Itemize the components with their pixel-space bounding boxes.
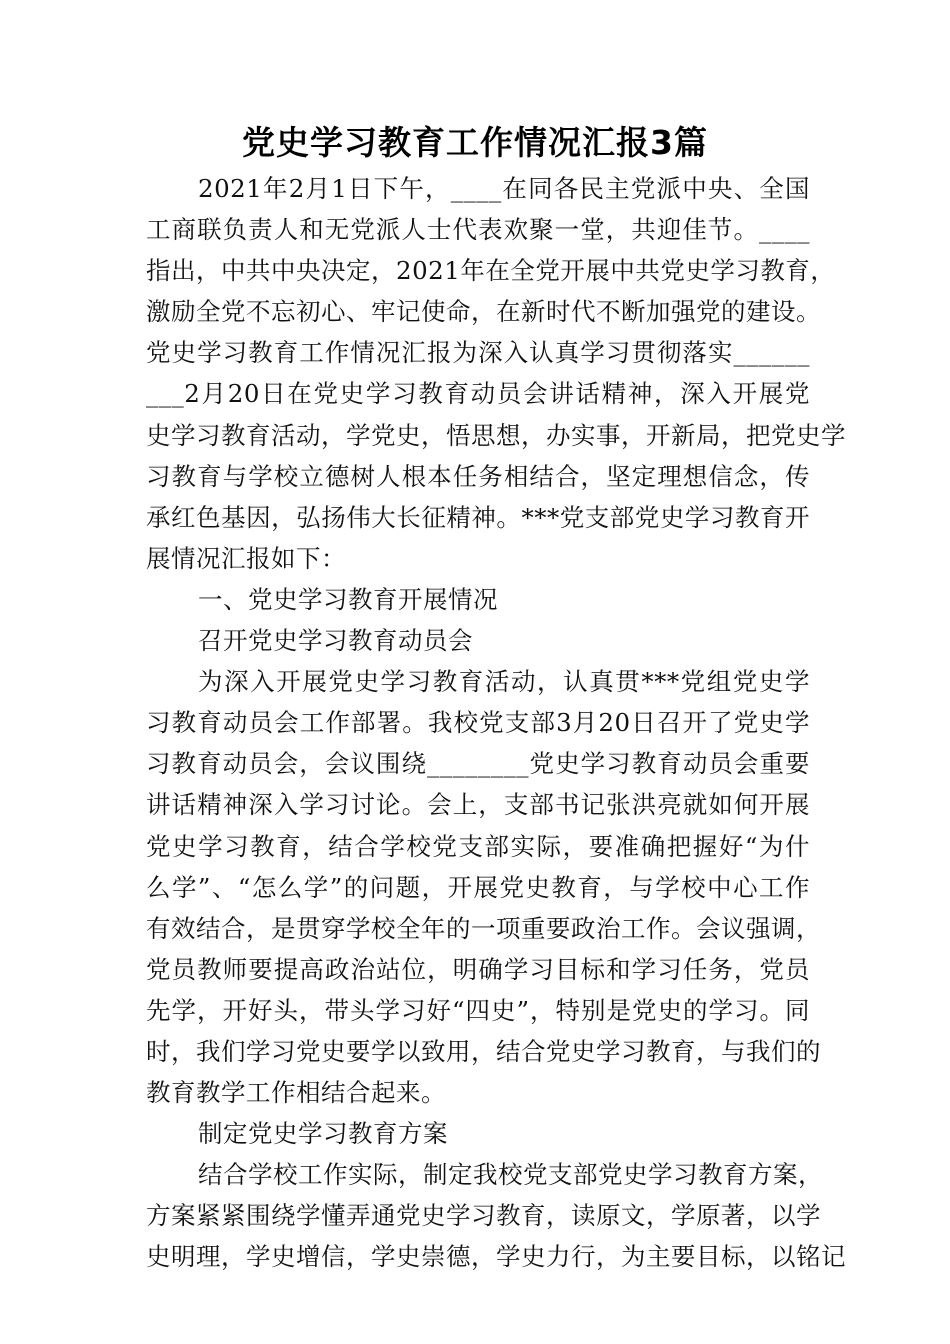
text-line: 时，我们学习党史要学以致用，结合党史学习教育，与我们的 (146, 1036, 821, 1066)
text-line: 教育教学工作相结合起来。 (146, 1078, 446, 1108)
text-line: 习教育动员会工作部署。我校党支部3月20日召开了党史学 (146, 708, 810, 738)
text-line: 党史学习教育，结合学校党支部实际，要准确把握好“为什 (146, 831, 810, 861)
text-line: 史学习教育活动，学党史，悟思想，办实事，开新局，把党史学 (146, 420, 846, 450)
text-line: 展情况汇报如下： (146, 543, 346, 573)
text-line: 有效结合，是贯穿学校全年的一项重要政治工作。会议强调， (146, 913, 821, 943)
section-heading: 一、党史学习教育开展情况 (198, 584, 498, 614)
text-line: 结合学校工作实际，制定我校党支部党史学习教育方案， (198, 1160, 823, 1190)
text-line: ___2月20日在党史学习教育动员会讲话精神，深入开展党 (146, 379, 810, 409)
text-line: 么学”、“怎么学”的问题，开展党史教育，与学校中心工作 (146, 872, 810, 902)
text-line: 承红色基因，弘扬伟大长征精神。***党支部党史学习教育开 (146, 502, 810, 532)
document-title: 党史学习教育工作情况汇报3篇 (242, 123, 708, 162)
document-body (146, 168, 846, 1278)
text-line: 方案紧紧围绕学懂弄通党史学习教育，读原文，学原著，以学 (146, 1201, 821, 1231)
subsection-heading: 制定党史学习教育方案 (198, 1119, 448, 1149)
text-line: 工商联负责人和无党派人士代表欢聚一堂，共迎佳节。____ (146, 215, 810, 245)
text-line: 史明理，学史增信，学史崇德，学史力行，为主要目标，以铭记 (146, 1242, 846, 1272)
text-line: 党员教师要提高政治站位，明确学习目标和学习任务，党员 (146, 954, 810, 984)
text-line: 为深入开展党史学习教育活动，认真贯***党组党史学 (198, 667, 810, 697)
text-line: 习教育与学校立德树人根本任务相结合，坚定理想信念，传 (146, 461, 810, 491)
text-line: 激励全党不忘初心、牢记使命，在新时代不断加强党的建设。 (146, 297, 821, 327)
text-line: 先学，开好头，带头学习好“四史”，特别是党史的学习。同 (146, 995, 810, 1025)
text-line: 2021年2月1日下午，____在同各民主党派中央、全国 (198, 174, 810, 203)
subsection-heading: 召开党史学习教育动员会 (198, 626, 473, 656)
text-line: 习教育动员会，会议围绕________党史学习教育动员会重要 (146, 749, 810, 779)
text-line: 讲话精神深入学习讨论。会上，支部书记张洪亮就如何开展 (146, 790, 810, 820)
text-line: 党史学习教育工作情况汇报为深入认真学习贯彻落实______ (146, 338, 810, 368)
text-line: 指出，中共中央决定，2021年在全党开展中共党史学习教育， (146, 256, 836, 286)
